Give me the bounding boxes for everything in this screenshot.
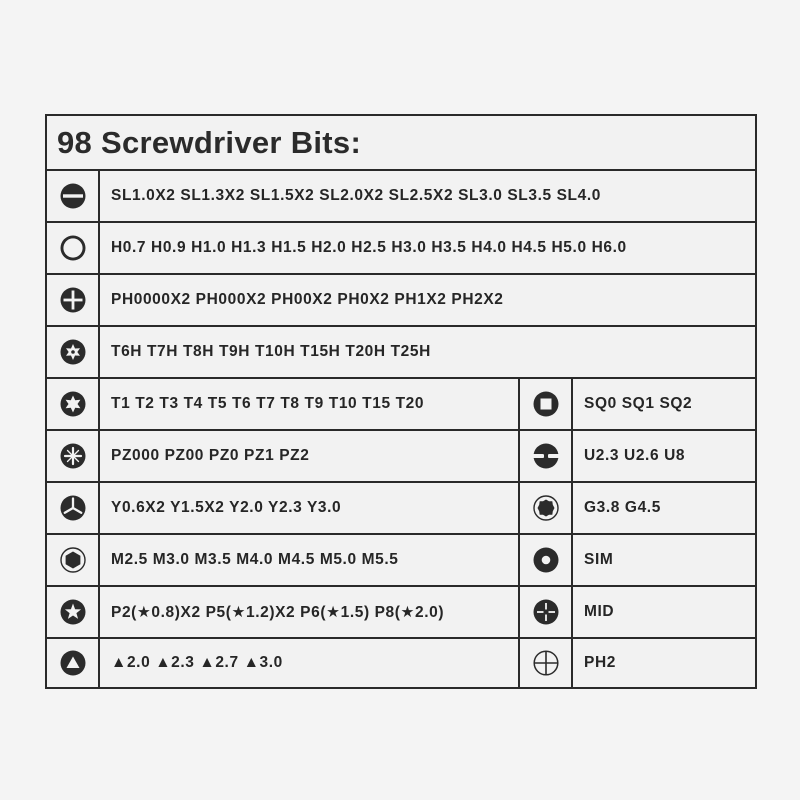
bit-list: MID (584, 603, 615, 620)
bit-list: T1 T2 T3 T4 T5 T6 T7 T8 T9 T10 T15 T20 (100, 379, 520, 429)
square-icon (533, 391, 559, 417)
bit-list: SQ0 SQ1 SQ2 (584, 395, 693, 412)
hex-outline-icon (60, 235, 86, 261)
bit-list: SL1.0X2 SL1.3X2 SL1.5X2 SL2.0X2 SL2.5X2 SL3.0 SL3.5 SL4.0 (111, 187, 601, 204)
bit-list: ▲2.0 ▲2.3 ▲2.7 ▲3.0 (100, 639, 520, 687)
icon-cell (47, 379, 100, 429)
row-u-shape (520, 431, 755, 483)
sim-icon (533, 547, 559, 573)
slotted-icon (60, 183, 86, 209)
bit-list: Y0.6X2 Y1.5X2 Y2.0 Y2.3 Y3.0 (100, 483, 520, 533)
row-pozidriv (47, 431, 520, 483)
pentalobe-icon (60, 599, 86, 625)
phillips-icon (60, 287, 86, 313)
icon-cell (47, 275, 100, 325)
bit-list: H0.7 H0.9 H1.0 H1.3 H1.5 H2.0 H2.5 H3.0 H3.5 H4.0 H4.5 H5.0 H6.0 (111, 239, 627, 256)
bit-list: PH2 (584, 654, 616, 671)
bit-list: T6H T7H T8H T9H T10H T15H T20H T25H (111, 343, 431, 360)
bit-list: PH0000X2 PH000X2 PH00X2 PH0X2 PH1X2 PH2X2 (111, 291, 504, 308)
bit-list: P2(★0.8)X2 P5(★1.2)X2 P6(★1.5) P8(★2.0) (100, 587, 520, 637)
icon-cell (520, 379, 573, 429)
row-pentalobe (47, 587, 520, 639)
tri-wing-icon (60, 495, 86, 521)
icon-cell (520, 431, 573, 481)
gear-hex-icon (533, 495, 559, 521)
row-phillips (47, 275, 755, 327)
bit-list: SIM (584, 551, 614, 568)
row-square (520, 379, 755, 431)
row-torx (47, 379, 520, 431)
bit-list: M2.5 M3.0 M3.5 M4.0 M4.5 M5.0 M5.5 (100, 535, 520, 585)
icon-cell (47, 327, 100, 377)
phillips-outline-icon (533, 650, 559, 676)
icon-cell (47, 171, 100, 221)
icon-cell (520, 483, 573, 533)
row-tri-wing (47, 483, 520, 535)
table-title: 98 Screwdriver Bits: (47, 116, 755, 171)
bit-list: G3.8 G4.5 (584, 499, 661, 516)
mid-icon (533, 599, 559, 625)
hex-socket-icon (60, 547, 86, 573)
icon-cell (47, 223, 100, 273)
row-hex (47, 223, 755, 275)
pozidriv-icon (60, 443, 86, 469)
icon-cell (47, 587, 100, 637)
row-sim (520, 535, 755, 587)
u-shape-icon (533, 443, 559, 469)
row-slotted (47, 171, 755, 223)
torx-icon (60, 391, 86, 417)
icon-cell (520, 587, 573, 637)
icon-cell (520, 535, 573, 585)
icon-cell (47, 431, 100, 481)
row-gear-hex (520, 483, 755, 535)
icon-cell (47, 639, 100, 687)
row-torx-security (47, 327, 755, 379)
icon-cell (47, 483, 100, 533)
icon-cell (47, 535, 100, 585)
bit-table (45, 114, 757, 689)
row-hex-socket (47, 535, 520, 587)
row-mid (520, 587, 755, 639)
triangle-icon (60, 650, 86, 676)
icon-cell (520, 639, 573, 687)
row-phillips-outline (520, 639, 755, 687)
torx-security-icon (60, 339, 86, 365)
row-triangle (47, 639, 520, 687)
bit-list: PZ000 PZ00 PZ0 PZ1 PZ2 (100, 431, 520, 481)
bit-list: U2.3 U2.6 U8 (584, 447, 686, 464)
